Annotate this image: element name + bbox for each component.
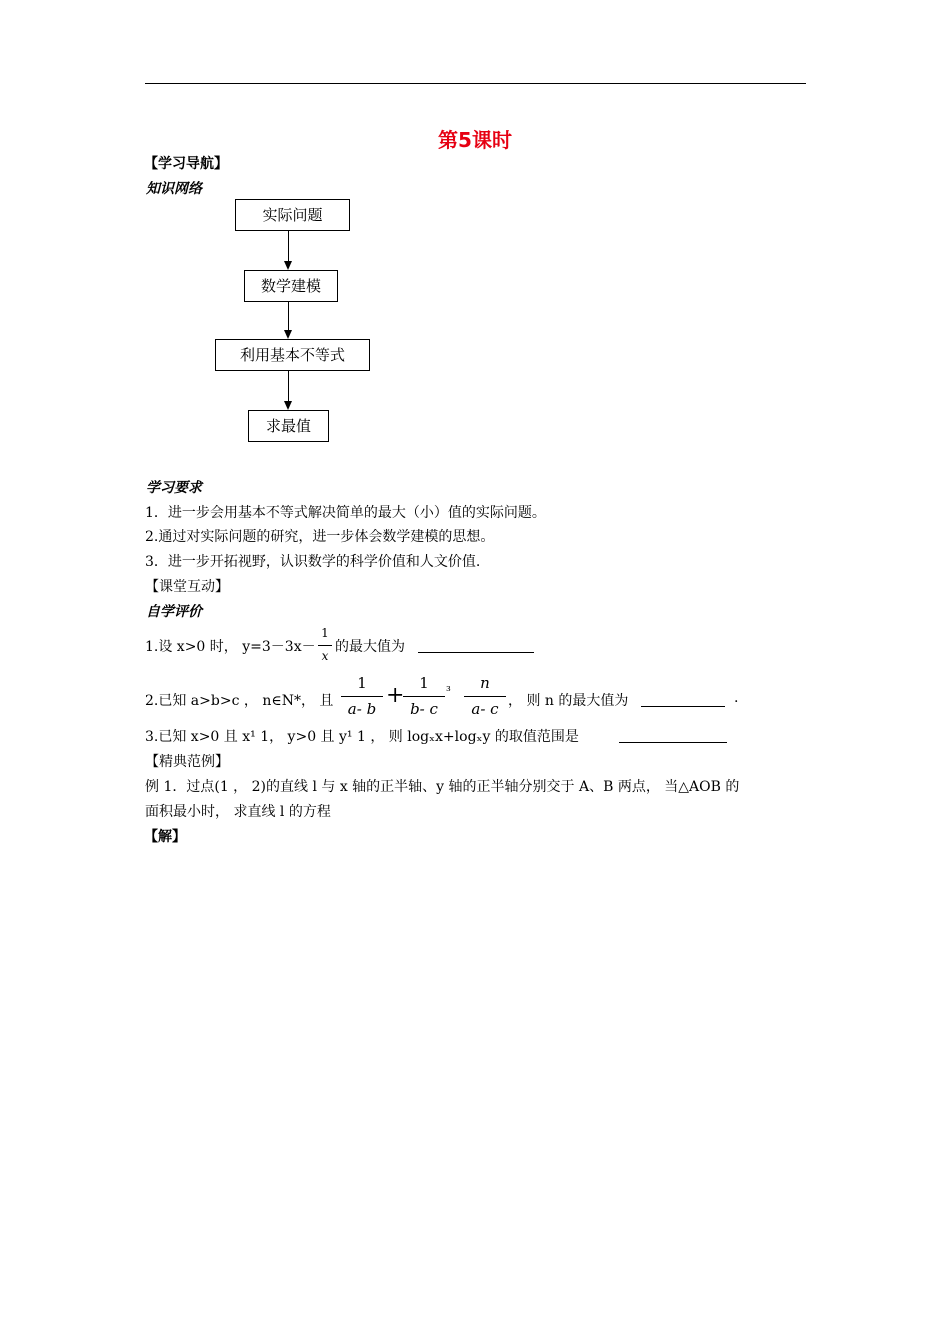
q2-f1-num: 1 bbox=[357, 674, 367, 692]
solution-label: 【解】 bbox=[144, 829, 186, 845]
examples-heading: 【精典范例】 bbox=[145, 754, 229, 770]
q1-frac-num: 1 bbox=[321, 626, 329, 640]
q2-f3-num: n bbox=[480, 674, 490, 692]
q3-answer-blank[interactable] bbox=[619, 730, 727, 743]
q2-f1-den: a- b bbox=[347, 700, 377, 718]
nav-header: 【学习导航】 bbox=[144, 156, 228, 172]
example-1-line-2: 面积最小时， 求直线 l 的方程 bbox=[145, 804, 331, 820]
q2-f2-den: b- c bbox=[410, 700, 438, 718]
q1-frac-den: x bbox=[321, 649, 329, 663]
flow-arrow-1 bbox=[288, 231, 289, 262]
q2-suffix: ， 则 n 的最大值为 bbox=[508, 693, 629, 709]
self-eval-heading: 自学评价 bbox=[146, 604, 202, 620]
requirements-heading: 学习要求 bbox=[146, 480, 202, 496]
q2-f3-den: a- c bbox=[471, 700, 499, 718]
fraction-bar bbox=[341, 696, 383, 697]
q1-answer-blank[interactable] bbox=[418, 640, 534, 653]
example-1-line-1: 例 1．过点(1 ， 2)的直线 l 与 x 轴的正半轴、y 轴的正半轴分别交于 A、B 两点， 当△AOB 的 bbox=[145, 779, 740, 795]
flow-box-1: 实际问题 bbox=[235, 199, 350, 231]
q2-fraction-2 bbox=[403, 674, 445, 720]
q2-geq: ³ bbox=[446, 684, 451, 698]
q3-text: 3.已知 x>0 且 x¹ 1， y>0 且 y¹ 1 ， 则 logₓx+logₓy 的取值范围是 bbox=[145, 729, 579, 745]
page-title: 第5课时 bbox=[438, 128, 512, 152]
flow-box-2: 数学建模 bbox=[244, 270, 338, 302]
q2-fraction-3 bbox=[464, 674, 506, 720]
requirement-item-2: 2.通过对实际问题的研究，进一步体会数学建模的思想。 bbox=[145, 529, 495, 545]
flow-box-3: 利用基本不等式 bbox=[215, 339, 370, 371]
flow-arrow-2 bbox=[288, 302, 289, 331]
arrow-down-icon bbox=[284, 330, 292, 339]
q2-end: . bbox=[734, 690, 739, 706]
fraction-bar bbox=[403, 696, 445, 697]
requirement-item-3: 3．进一步开拓视野，认识数学的科学价值和人文价值. bbox=[145, 554, 481, 570]
class-interaction-heading: 【课堂互动】 bbox=[145, 579, 229, 595]
q1-suffix: 的最大值为 bbox=[335, 639, 405, 655]
q1-prefix: 1.设 x>0 时， y=3－3x－ bbox=[145, 639, 316, 655]
flow-box-4: 求最值 bbox=[248, 410, 329, 442]
requirement-item-1: 1．进一步会用基本不等式解决简单的最大（小）值的实际问题。 bbox=[145, 505, 546, 521]
q2-plus: + bbox=[386, 683, 405, 708]
flow-arrow-3 bbox=[288, 371, 289, 402]
arrow-down-icon bbox=[284, 261, 292, 270]
q2-fraction-1 bbox=[341, 674, 383, 720]
q2-f2-num: 1 bbox=[419, 674, 429, 692]
fraction-bar bbox=[464, 696, 506, 697]
q2-prefix: 2.已知 a>b>c ， n∈N*， 且 bbox=[145, 693, 334, 709]
fraction-bar bbox=[318, 645, 332, 646]
knowledge-network-heading: 知识网络 bbox=[146, 181, 202, 197]
q1-fraction bbox=[318, 626, 332, 666]
header-rule bbox=[145, 83, 806, 84]
q2-answer-blank[interactable] bbox=[641, 694, 725, 707]
arrow-down-icon bbox=[284, 401, 292, 410]
